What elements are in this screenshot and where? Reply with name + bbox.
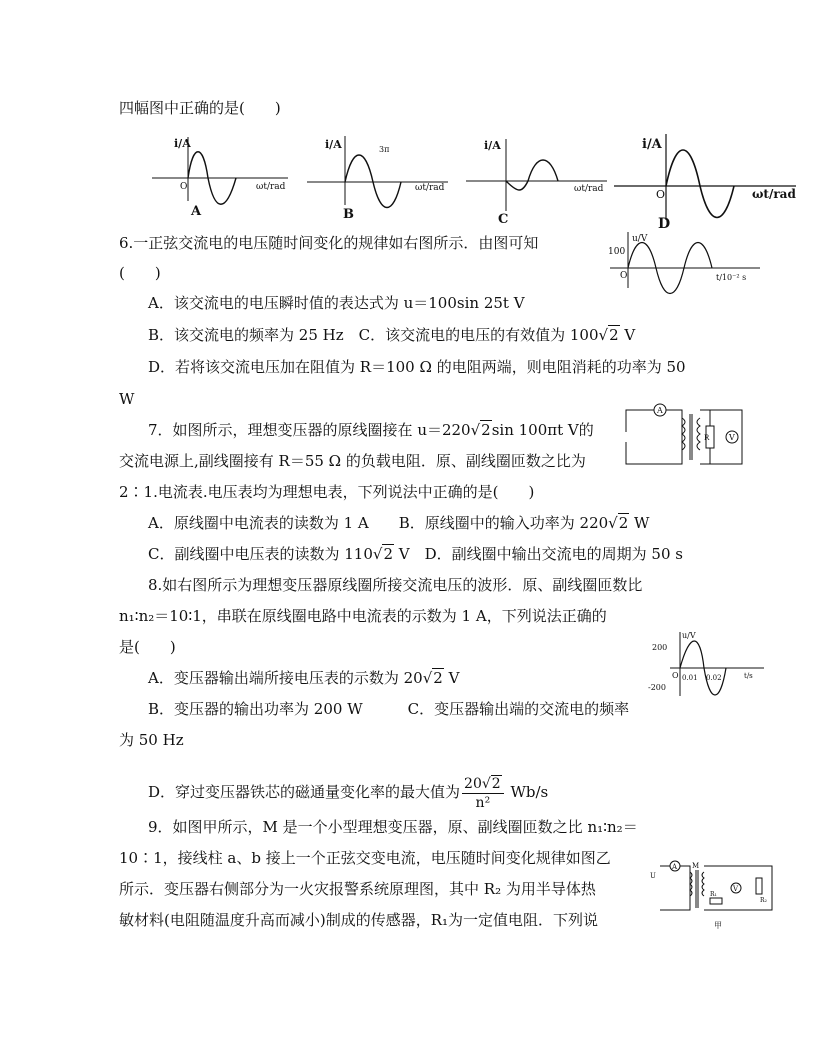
svg-text:A: A — [657, 406, 663, 415]
q7-line2: 交流电源上,副线圈接有 R＝55 Ω 的负载电阻．原、副线圈匝数之比为 — [119, 452, 586, 470]
graph-a-origin: O — [180, 182, 188, 192]
svg-text:200: 200 — [652, 643, 668, 652]
q8-line1: 8.如右图所示为理想变压器原线圈所接交流电压的波形．原、副线圈匝数比 — [148, 576, 643, 594]
svg-text:0.01: 0.01 — [682, 674, 698, 682]
svg-text:U: U — [650, 872, 656, 880]
svg-text:R₁: R₁ — [710, 891, 717, 898]
svg-text:u/V: u/V — [682, 631, 696, 640]
q8-line2: n₁∶n₂＝10∶1，串联在原线圈电路中电流表的示数为 1 A，下列说法正确的 — [119, 607, 607, 625]
graph-d-xlabel: ωt/rad — [752, 187, 796, 201]
graph-d-ylabel: i/A — [642, 137, 662, 152]
q6-line1: 6.一正弦交流电的电压随时间变化的规律如右图所示．由图可知 — [119, 234, 539, 252]
svg-text:0.02: 0.02 — [706, 674, 722, 682]
svg-text:V: V — [729, 433, 735, 442]
graph-a-letter: A — [191, 204, 202, 215]
q8-option-d: D．穿过变压器铁芯的磁通量变化率的最大值为 $\frac{20√2}{\text{n²}}$ Wb/s — [148, 775, 549, 811]
q7-line1: 7．如图所示，理想变压器的原线圈接在 u＝220√2sin 100πt V的 — [148, 421, 594, 439]
graph-d — [610, 128, 800, 236]
graph-d-letter: D — [658, 216, 671, 232]
q8-option-b: B．变压器的输出功率为 200 W C．变压器输出端的交流电的频率 — [148, 700, 630, 718]
q6-graph-xunit: t/10⁻² s — [716, 273, 747, 282]
svg-text:t/s: t/s — [744, 672, 753, 680]
svg-text:M: M — [692, 862, 700, 870]
q7-option-c: C．副线圈中电压表的读数为 110√2 V D．副线圈中输出交流电的周期为 50 s — [148, 545, 683, 563]
q8-voltage-graph — [648, 628, 768, 704]
svg-text:R: R — [704, 434, 710, 442]
graph-b-3pi: 3π — [379, 145, 390, 154]
svg-text:V: V — [733, 885, 739, 893]
graph-c — [462, 133, 612, 229]
q7-circuit — [622, 402, 746, 476]
q9-line1: 9．如图甲所示，M 是一个小型理想变压器，原、副线圈匝数之比 n₁∶n₂＝ — [148, 818, 638, 836]
svg-text:A: A — [672, 863, 678, 871]
svg-text:O: O — [672, 671, 679, 680]
q6-graph-origin: O — [620, 271, 628, 281]
q6-option-d-cont: W — [119, 390, 135, 408]
graph-b-xlabel: ωt/rad — [415, 183, 445, 193]
graph-c-xlabel: ωt/rad — [574, 184, 604, 194]
q7-line3: 2∶1.电流表.电压表均为理想电表，下列说法中正确的是( ) — [119, 483, 535, 501]
q6-line2: ( ) — [119, 264, 161, 282]
q6-graph-ylabel: u/V — [632, 234, 648, 244]
q8-option-a: A．变压器输出端所接电压表的示数为 20√2 V — [148, 669, 460, 687]
graph-a-ylabel: i/A — [174, 137, 191, 150]
q6-voltage-graph — [604, 226, 764, 300]
q9-line4: 敏材料(电阻随温度升高而减小)制成的传感器，R₁为一定值电阻．下列说 — [119, 911, 599, 929]
q6-option-b: B．该交流电的频率为 25 Hz C．该交流电的电压的有效值为 100√2 V — [148, 326, 636, 344]
q9-line3: 所示．变压器右侧部分为一火灾报警系统原理图，其中 R₂ 为用半导体热 — [119, 880, 596, 898]
q6-option-a: A．该交流电的电压瞬时值的表达式为 u＝100sin 25t V — [148, 294, 525, 312]
q9-line2: 10∶1，接线柱 a、b 接上一个正弦交变电流，电压随时间变化规律如图乙 — [119, 849, 611, 867]
graph-d-origin: O — [656, 188, 666, 201]
graph-b-ylabel: i/A — [325, 138, 342, 151]
graph-b-letter: B — [343, 207, 354, 218]
graph-a-xlabel: ωt/rad — [256, 182, 286, 192]
q7-option-a: A．原线圈中电流表的读数为 1 A B．原线圈中的输入功率为 220√2 W — [148, 514, 650, 532]
q6-option-d: D．若将该交流电压加在阻值为 R＝100 Ω 的电阻两端，则电阻消耗的功率为 50 — [148, 358, 686, 376]
svg-text:-200: -200 — [648, 683, 666, 692]
q9-circuit — [648, 858, 776, 940]
svg-text:甲: 甲 — [714, 921, 722, 930]
q6-graph-peak: 100 — [608, 247, 626, 257]
graph-a — [148, 133, 293, 219]
graph-c-letter: C — [498, 212, 509, 225]
graph-b — [303, 130, 453, 222]
svg-text:R₂: R₂ — [760, 897, 767, 904]
q8-option-b-cont: 为 50 Hz — [119, 731, 184, 749]
q6-sqrt: √2 — [598, 326, 619, 344]
graph-c-ylabel: i/A — [484, 139, 501, 152]
q8-line3: 是( ) — [119, 638, 176, 656]
intro-text: 四幅图中正确的是( ) — [119, 99, 281, 117]
